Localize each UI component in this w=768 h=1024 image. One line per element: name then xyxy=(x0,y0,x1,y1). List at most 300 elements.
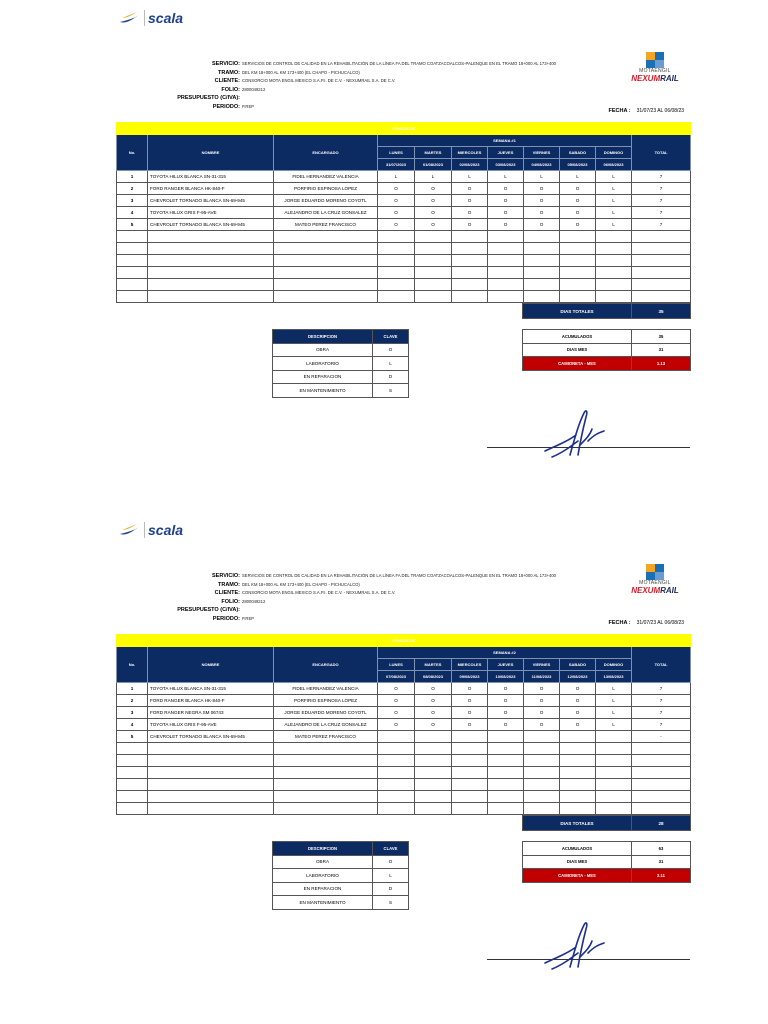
legend-desc: OBRA xyxy=(273,343,373,357)
vehiculos-banner: VEHICULOS xyxy=(117,635,691,647)
acumulados-value: 35 xyxy=(632,330,691,344)
empty-row xyxy=(117,755,691,767)
day-header: VIERNES xyxy=(524,659,560,671)
empty-cell xyxy=(452,779,488,791)
empty-cell xyxy=(274,255,378,267)
day-header: DOMINGO xyxy=(596,659,632,671)
servicio-value: SERVICIOS DE CONTROL DE CALIDAD EN LA REHABILITACIÓN DE LA LÍNEA FA DEL TRAMO COATZACOALCOS-PALENQUE EN EL TRAMO 18+000 AL 173+400 xyxy=(242,61,557,66)
row-day-status: O xyxy=(415,195,452,207)
empty-cell xyxy=(524,255,560,267)
empty-cell xyxy=(274,279,378,291)
empty-cell xyxy=(632,231,691,243)
empty-cell xyxy=(488,755,524,767)
row-encargado: ALEJANDRO DE LA CRUZ GONSALEZ xyxy=(274,719,378,731)
legend-row xyxy=(273,855,409,869)
empty-row xyxy=(117,267,691,279)
empty-cell xyxy=(378,779,415,791)
row-day-status: O xyxy=(415,207,452,219)
row-day-status: O xyxy=(378,183,415,195)
date-header: 04/08/2023 xyxy=(524,159,560,171)
row-nombre: TOYOTA HILUX GRIS F-95-AVE xyxy=(148,719,274,731)
empty-row xyxy=(117,743,691,755)
empty-cell xyxy=(524,791,560,803)
empty-cell xyxy=(148,267,274,279)
partner-line2-a: NEXUM xyxy=(631,74,661,83)
empty-cell xyxy=(415,779,452,791)
day-header: JUEVES xyxy=(488,659,524,671)
row-day-status: O xyxy=(488,183,524,195)
row-day-status: O xyxy=(415,683,452,695)
row-nombre: FORD RANGER NEGRA SM 06743 xyxy=(148,707,274,719)
tramo-label: TRAMO: xyxy=(218,581,240,588)
row-day-status: O xyxy=(524,695,560,707)
row-day-status: O xyxy=(415,183,452,195)
row-day-status: O xyxy=(560,695,596,707)
fecha xyxy=(609,620,684,626)
empty-row xyxy=(117,279,691,291)
legend-clave-header: CLAVE xyxy=(373,842,409,856)
row-day-status: O xyxy=(452,219,488,231)
empty-cell xyxy=(117,267,148,279)
servicio-value: SERVICIOS DE CONTROL DE CALIDAD EN LA REHABILITACIÓN DE LA LÍNEA FA DEL TRAMO COATZACOALCOS-PALENQUE EN EL TRAMO 18+000 AL 173+400 xyxy=(242,573,557,578)
servicio-label: SERVICIO: xyxy=(211,573,240,579)
empty-cell xyxy=(632,291,691,303)
row-day-status: L xyxy=(378,171,415,183)
empty-cell xyxy=(524,743,560,755)
empty-cell xyxy=(488,279,524,291)
col-no-header: No. xyxy=(117,647,148,683)
row-day-status: L xyxy=(452,171,488,183)
empty-cell xyxy=(378,743,415,755)
date-header: 05/08/2023 xyxy=(560,159,596,171)
empty-cell xyxy=(452,291,488,303)
empty-cell xyxy=(560,231,596,243)
row-day-status: O xyxy=(488,707,524,719)
empty-cell xyxy=(117,779,148,791)
folio-label: FOLIO: xyxy=(221,598,240,605)
empty-cell xyxy=(596,767,632,779)
row-nombre: FORD RANGER BLANCA HK-840-F xyxy=(148,183,274,195)
empty-cell xyxy=(378,803,415,815)
table-row xyxy=(117,719,691,731)
fecha-value: 31/07/23 AL 06/08/23 xyxy=(636,108,684,114)
empty-cell xyxy=(488,743,524,755)
empty-cell xyxy=(488,243,524,255)
empty-cell xyxy=(378,255,415,267)
legend-table xyxy=(272,329,409,398)
empty-cell xyxy=(415,767,452,779)
cliente-label: CLIENTE: xyxy=(214,78,240,84)
col-encargado-header: ENCARGADO xyxy=(274,647,378,683)
empty-cell xyxy=(274,755,378,767)
empty-cell xyxy=(117,791,148,803)
empty-cell xyxy=(524,767,560,779)
signature-icon xyxy=(540,917,610,977)
row-no: 1 xyxy=(117,683,148,695)
legend-desc-header: DESCRIPCION xyxy=(273,330,373,344)
row-day-status: O xyxy=(452,707,488,719)
camioneta-mes-label: CAMIONETA - MES xyxy=(523,869,632,883)
col-nombre-header: NOMBRE xyxy=(148,135,274,171)
periodo-label: PERIODO: xyxy=(212,615,240,622)
empty-cell xyxy=(117,755,148,767)
legend-row xyxy=(273,869,409,883)
row-day-status: L xyxy=(596,183,632,195)
dias-totales-label: DIAS TOTALES xyxy=(523,304,632,319)
scala-logo xyxy=(118,10,183,26)
row-day-status: O xyxy=(415,695,452,707)
row-day-status: O xyxy=(488,219,524,231)
presupuesto-label: PRESUPUESTO (C/IVA): xyxy=(177,607,240,613)
table-row xyxy=(117,707,691,719)
row-no: 5 xyxy=(117,731,148,743)
empty-cell xyxy=(560,279,596,291)
vehiculos-banner: VEHICULOS xyxy=(117,123,691,135)
row-day-status: O xyxy=(488,207,524,219)
date-header: 12/08/2023 xyxy=(560,671,596,683)
empty-cell xyxy=(488,231,524,243)
vehicle-table xyxy=(116,122,691,303)
signature-icon xyxy=(540,405,610,465)
dias-totales-value: 28 xyxy=(632,816,691,831)
day-header: MARTES xyxy=(415,147,452,159)
row-nombre: TOYOTA HILUX BLANCA SN-31-315 xyxy=(148,683,274,695)
empty-cell xyxy=(524,243,560,255)
partner-line1: MOTAENGIL xyxy=(639,68,671,74)
empty-cell xyxy=(148,767,274,779)
empty-cell xyxy=(274,743,378,755)
empty-cell xyxy=(632,279,691,291)
empty-cell xyxy=(488,779,524,791)
legend-clave: L xyxy=(373,357,409,371)
scala-logo xyxy=(118,522,183,538)
row-day-status: O xyxy=(488,719,524,731)
table-row xyxy=(117,683,691,695)
row-nombre: CHEVROLET TORNADO BLANCA SN-69-945 xyxy=(148,219,274,231)
empty-cell xyxy=(148,243,274,255)
row-day-status: O xyxy=(452,195,488,207)
row-day-status xyxy=(452,731,488,743)
fecha-label: FECHA : xyxy=(608,620,631,626)
folio-value: 2800049212 xyxy=(242,598,266,604)
empty-cell xyxy=(560,255,596,267)
legend-desc: OBRA xyxy=(273,855,373,869)
empty-cell xyxy=(632,267,691,279)
empty-cell xyxy=(378,279,415,291)
table-row xyxy=(117,207,691,219)
acumulados-label: ACUMULADOS xyxy=(523,330,632,344)
empty-cell xyxy=(560,291,596,303)
accumulated-table xyxy=(522,841,691,883)
empty-cell xyxy=(632,243,691,255)
scala-swoosh-icon xyxy=(118,11,142,25)
row-day-status: O xyxy=(378,695,415,707)
empty-cell xyxy=(452,743,488,755)
tramo-value: DEL KM 18+000 AL KM 173+400 (EL CHAPO - PICHUCALCO) xyxy=(242,69,360,75)
folio-value: 2800049212 xyxy=(242,86,266,92)
row-day-status: L xyxy=(524,171,560,183)
empty-cell xyxy=(524,267,560,279)
row-no: 5 xyxy=(117,219,148,231)
empty-cell xyxy=(524,755,560,767)
row-no: 4 xyxy=(117,207,148,219)
row-total: 7 xyxy=(632,195,691,207)
empty-cell xyxy=(560,779,596,791)
empty-cell xyxy=(632,255,691,267)
row-day-status: O xyxy=(378,683,415,695)
row-day-status: O xyxy=(524,719,560,731)
row-total: 7 xyxy=(632,683,691,695)
acumulados-label: ACUMULADOS xyxy=(523,842,632,856)
row-day-status: O xyxy=(560,183,596,195)
empty-cell xyxy=(452,267,488,279)
empty-cell xyxy=(415,755,452,767)
legend-desc: LABORATORIO xyxy=(273,357,373,371)
cliente-label: CLIENTE: xyxy=(214,590,240,596)
empty-cell xyxy=(488,267,524,279)
empty-cell xyxy=(596,255,632,267)
day-header: JUEVES xyxy=(488,147,524,159)
presupuesto-label: PRESUPUESTO (C/IVA): xyxy=(177,95,240,101)
fecha-label: FECHA : xyxy=(608,108,631,114)
legend-clave-header: CLAVE xyxy=(373,330,409,344)
empty-cell xyxy=(117,291,148,303)
empty-cell xyxy=(560,767,596,779)
row-day-status: O xyxy=(378,195,415,207)
row-day-status xyxy=(596,731,632,743)
row-encargado: FIDEL HERNANDEZ VALENCIA xyxy=(274,683,378,695)
row-no: 3 xyxy=(117,195,148,207)
row-day-status: O xyxy=(560,219,596,231)
row-day-status: O xyxy=(452,695,488,707)
brand-name: scala xyxy=(144,10,183,26)
empty-cell xyxy=(415,255,452,267)
empty-row xyxy=(117,255,691,267)
empty-cell xyxy=(274,243,378,255)
empty-cell xyxy=(415,791,452,803)
partner-logo xyxy=(626,564,684,595)
empty-cell xyxy=(632,767,691,779)
row-day-status: O xyxy=(452,683,488,695)
semana-header: SEMANA #2 xyxy=(378,647,632,659)
empty-cell xyxy=(632,755,691,767)
row-day-status: O xyxy=(452,719,488,731)
periodo-value: P.REP xyxy=(242,615,255,621)
empty-cell xyxy=(596,291,632,303)
row-day-status: O xyxy=(524,219,560,231)
empty-cell xyxy=(148,231,274,243)
row-day-status xyxy=(524,731,560,743)
empty-cell xyxy=(560,755,596,767)
empty-cell xyxy=(415,279,452,291)
row-day-status: O xyxy=(452,207,488,219)
report-page xyxy=(0,512,768,1024)
empty-row xyxy=(117,791,691,803)
tramo-label: TRAMO: xyxy=(218,69,240,76)
row-day-status: L xyxy=(596,219,632,231)
row-no: 2 xyxy=(117,695,148,707)
row-encargado: PORFIRIO ESPINOSA LOPEZ xyxy=(274,183,378,195)
date-header: 10/08/2023 xyxy=(488,671,524,683)
row-total: 7 xyxy=(632,183,691,195)
partner-line2 xyxy=(626,74,684,83)
row-day-status: L xyxy=(596,707,632,719)
table-row xyxy=(117,695,691,707)
row-day-status: O xyxy=(524,207,560,219)
empty-cell xyxy=(560,267,596,279)
row-day-status: O xyxy=(415,707,452,719)
empty-cell xyxy=(378,291,415,303)
date-header: 01/08/2023 xyxy=(415,159,452,171)
empty-cell xyxy=(596,755,632,767)
date-header: 31/07/2023 xyxy=(378,159,415,171)
day-header: SABADO xyxy=(560,659,596,671)
empty-cell xyxy=(117,803,148,815)
empty-cell xyxy=(274,791,378,803)
empty-cell xyxy=(378,267,415,279)
periodo-value: P.REP xyxy=(242,103,255,109)
row-day-status: O xyxy=(524,183,560,195)
empty-cell xyxy=(596,779,632,791)
row-day-status: O xyxy=(415,719,452,731)
legend-desc: LABORATORIO xyxy=(273,869,373,883)
row-nombre: CHEVROLET TORNADO BLANCA SN-69-945 xyxy=(148,195,274,207)
empty-row xyxy=(117,243,691,255)
row-encargado: JORGE EDUARDO MORENO COYOTL xyxy=(274,707,378,719)
empty-cell xyxy=(378,231,415,243)
row-day-status: L xyxy=(596,683,632,695)
empty-cell xyxy=(452,755,488,767)
legend-desc: EN REPARACION xyxy=(273,882,373,896)
vehicle-table xyxy=(116,634,691,815)
date-header: 11/08/2023 xyxy=(524,671,560,683)
row-day-status: O xyxy=(415,219,452,231)
row-total: 7 xyxy=(632,695,691,707)
row-no: 3 xyxy=(117,707,148,719)
legend-clave: D xyxy=(373,882,409,896)
empty-cell xyxy=(148,743,274,755)
row-day-status: O xyxy=(452,183,488,195)
row-no: 1 xyxy=(117,171,148,183)
row-total: 7 xyxy=(632,207,691,219)
day-header: VIERNES xyxy=(524,147,560,159)
legend-desc: EN MANTENIMIENTO xyxy=(273,896,373,910)
row-day-status: O xyxy=(560,707,596,719)
row-day-status: O xyxy=(524,683,560,695)
row-encargado: MATEO PEREZ FRANCISCO xyxy=(274,731,378,743)
legend-clave: L xyxy=(373,869,409,883)
day-header: LUNES xyxy=(378,147,415,159)
camioneta-mes-value: 1.13 xyxy=(632,357,691,371)
date-header: 03/08/2023 xyxy=(488,159,524,171)
day-header: MARTES xyxy=(415,659,452,671)
legend-clave: O xyxy=(373,855,409,869)
row-encargado: ALEJANDRO DE LA CRUZ GONSALEZ xyxy=(274,207,378,219)
empty-cell xyxy=(452,255,488,267)
semana-header: SEMANA #1 xyxy=(378,135,632,147)
row-encargado: FIDEL HERNANDEZ VALENCIA xyxy=(274,171,378,183)
table-row xyxy=(117,219,691,231)
empty-cell xyxy=(415,231,452,243)
partner-line1: MOTAENGIL xyxy=(639,580,671,586)
col-total-header: TOTAL xyxy=(632,647,691,683)
row-day-status: L xyxy=(596,195,632,207)
row-encargado: PORFIRIO ESPINOSA LOPEZ xyxy=(274,695,378,707)
scala-swoosh-icon xyxy=(118,523,142,537)
col-no-header: No. xyxy=(117,135,148,171)
date-header: 09/08/2023 xyxy=(452,671,488,683)
legend-clave: S xyxy=(373,384,409,398)
acumulados-value: 63 xyxy=(632,842,691,856)
empty-cell xyxy=(632,743,691,755)
legend-clave: D xyxy=(373,370,409,384)
date-header: 02/08/2023 xyxy=(452,159,488,171)
empty-cell xyxy=(452,231,488,243)
empty-cell xyxy=(560,743,596,755)
empty-cell xyxy=(632,779,691,791)
empty-cell xyxy=(148,291,274,303)
fecha-value: 31/07/23 AL 06/08/23 xyxy=(636,620,684,626)
tramo-value: DEL KM 18+000 AL KM 173+400 (EL CHAPO - PICHUCALCO) xyxy=(242,581,360,587)
empty-cell xyxy=(524,291,560,303)
empty-row xyxy=(117,779,691,791)
day-header: MIERCOLES xyxy=(452,147,488,159)
empty-cell xyxy=(452,803,488,815)
row-encargado: JORGE EDUARDO MORENO COYOTL xyxy=(274,195,378,207)
row-no: 2 xyxy=(117,183,148,195)
row-day-status: L xyxy=(596,171,632,183)
empty-cell xyxy=(148,255,274,267)
empty-cell xyxy=(524,779,560,791)
empty-cell xyxy=(274,803,378,815)
empty-cell xyxy=(560,243,596,255)
row-day-status xyxy=(488,731,524,743)
row-no: 4 xyxy=(117,719,148,731)
legend-row xyxy=(273,882,409,896)
empty-cell xyxy=(415,743,452,755)
row-day-status xyxy=(378,731,415,743)
date-header: 07/08/2023 xyxy=(378,671,415,683)
cliente-value: CONSORCIO MOTA ENGIL MEXICO S.A.P.I. DE C.V. - NEXUMRAIL S.A. DE C.V. xyxy=(242,78,396,83)
row-day-status: O xyxy=(488,683,524,695)
empty-cell xyxy=(117,231,148,243)
dias-mes-value: 31 xyxy=(632,855,691,869)
empty-cell xyxy=(274,291,378,303)
report-header xyxy=(120,572,556,623)
row-day-status: O xyxy=(560,207,596,219)
dias-totales-label: DIAS TOTALES xyxy=(523,816,632,831)
date-header: 06/08/2023 xyxy=(596,159,632,171)
row-nombre: FORD RANGER BLANCA HK-840-F xyxy=(148,695,274,707)
empty-row xyxy=(117,803,691,815)
accumulated-table xyxy=(522,329,691,371)
row-day-status: O xyxy=(378,707,415,719)
empty-cell xyxy=(632,803,691,815)
dias-totales-box xyxy=(522,303,691,319)
empty-cell xyxy=(148,791,274,803)
empty-cell xyxy=(452,243,488,255)
table-row xyxy=(117,731,691,743)
empty-cell xyxy=(596,243,632,255)
motaengil-mark-icon xyxy=(646,52,664,68)
col-nombre-header: NOMBRE xyxy=(148,647,274,683)
col-encargado-header: ENCARGADO xyxy=(274,135,378,171)
legend-clave: O xyxy=(373,343,409,357)
row-day-status: O xyxy=(560,719,596,731)
row-day-status: O xyxy=(378,207,415,219)
empty-cell xyxy=(596,231,632,243)
empty-cell xyxy=(524,803,560,815)
